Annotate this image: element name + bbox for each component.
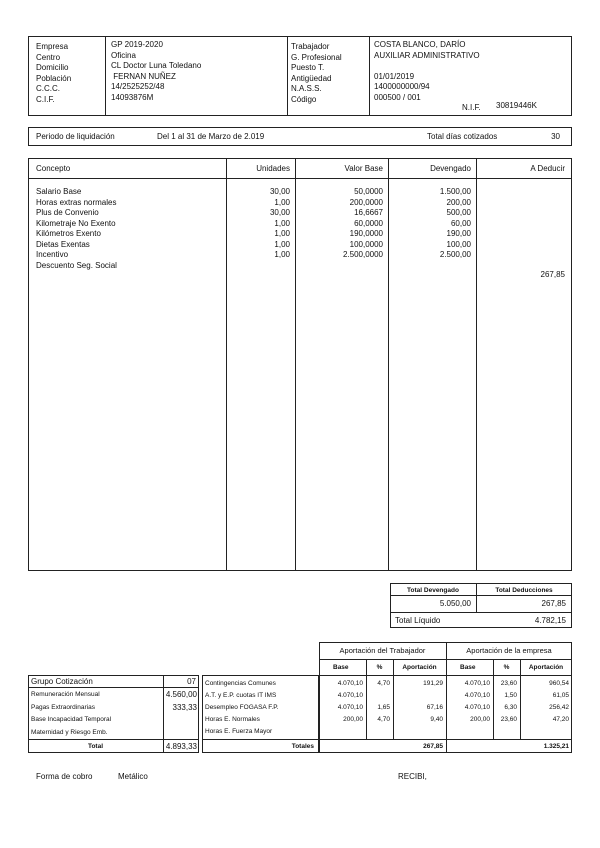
header-concepto: Concepto: [36, 164, 71, 173]
concept-devengado: [388, 187, 471, 261]
devengado-cell: 60,00: [450, 218, 471, 228]
valor-base-cell: 50,0000: [354, 187, 383, 196]
header-divider-3: [369, 36, 370, 116]
contingencia-label: A.T. y E.P. cuotas IT IMS: [205, 692, 277, 699]
unidades-cell: 1,00: [274, 250, 290, 259]
emp-aport-cell: 61,05: [552, 692, 569, 699]
aport-empresa-title: Aportación de la empresa: [466, 646, 552, 655]
value-poblacion: FERNAN NUÑEZ: [111, 71, 176, 81]
emp-pct-cell: 6,30: [504, 704, 517, 711]
value-grupo-profesional: AUXILIAR ADMINISTRATIVO: [374, 50, 480, 60]
emp-pct-cell: 23,60: [500, 680, 517, 687]
header-devengado: Devengado: [430, 164, 471, 173]
contingencia-label: Horas E. Normales: [205, 716, 260, 723]
emp-base-cell: 4.070,10: [464, 680, 490, 687]
col-divider-deducir: [476, 158, 477, 571]
contingencias-labels: [205, 678, 279, 738]
header-left-labels: [36, 42, 71, 105]
totals-divider-h2: [390, 612, 572, 613]
days-label: Total días cotizados: [427, 132, 498, 141]
period-value: Del 1 al 31 de Marzo de 2.019: [157, 132, 265, 141]
value-trabajador: COSTA BLANCO, DARÍO: [374, 40, 466, 49]
trab-aport-cell: 191,29: [423, 680, 443, 687]
trab-pct-cell: 4,70: [377, 680, 390, 687]
value-ccc: 14/2525252/48: [111, 82, 165, 91]
aport-trabajador-title: Aportación del Trabajador: [339, 646, 426, 655]
emp-aport-col: [520, 678, 569, 726]
value-antiguedad: 01/01/2019: [374, 71, 415, 81]
emp-pct-col: [493, 678, 517, 726]
emp-base-cell: 4.070,10: [464, 704, 490, 711]
nif-label: N.I.F.: [462, 103, 481, 112]
header-right-labels: [291, 42, 342, 105]
contingencias-total-line: [202, 739, 319, 740]
value-puesto: [374, 61, 480, 72]
recibi-label: RECIBI,: [398, 772, 427, 781]
cot-left-label: Maternidad y Riesgo Emb.: [31, 728, 108, 736]
nif-value: 30819446K: [496, 101, 537, 110]
concept-name: Horas extras normales: [36, 197, 117, 207]
trab-base-cell: 4.070,10: [337, 704, 363, 711]
emp-base-cell: 4.070,10: [464, 692, 490, 699]
cot-left-value: 4.560,00: [165, 690, 197, 699]
emp-total: 1.325,21: [543, 743, 569, 750]
header-divider-1: [105, 36, 106, 116]
forma-cobro-label: Forma de cobro: [36, 772, 93, 781]
subheader-e-pct: %: [503, 664, 510, 671]
grupo-cotizacion-label: Grupo Cotización: [31, 677, 93, 686]
trab-pct-cell: 1,65: [377, 704, 390, 711]
concept-name: Plus de Convenio: [36, 208, 99, 217]
total-devengado-label: Total Devengado: [407, 587, 459, 594]
trab-pct-cell: [366, 690, 390, 702]
subheader-e-base: Base: [460, 664, 476, 671]
label-cif: C.I.F.: [36, 94, 55, 104]
valor-base-cell: 190,0000: [349, 229, 383, 238]
concept-valor-base: [295, 187, 383, 261]
devengado-cell: 200,00: [446, 197, 471, 207]
valor-base-cell: 2.500,0000: [342, 250, 383, 259]
value-cif: 14093876M: [111, 92, 154, 102]
devengado-cell: 190,00: [446, 229, 471, 238]
cot-left-label: Pagas Extraordinarias: [31, 703, 95, 711]
concept-unidades: [226, 187, 290, 261]
subheader-t-base: Base: [333, 664, 349, 671]
trab-aport-cell: 9,40: [430, 716, 443, 723]
devengado-cell: 500,00: [446, 208, 471, 217]
valor-base-cell: 200,0000: [349, 197, 383, 207]
forma-cobro-value: Metálico: [118, 772, 148, 781]
label-nass: N.A.S.S.: [291, 84, 322, 93]
valor-base-cell: 100,0000: [349, 239, 383, 249]
unidades-cell: 1,00: [274, 239, 290, 249]
header-a-deducir: A Deducir: [530, 164, 565, 173]
label-trabajador: Trabajador: [291, 42, 330, 51]
value-domicilio: CL Doctor Luna Toledano: [111, 61, 202, 70]
value-centro: Oficina: [111, 50, 136, 60]
trab-pct-cell: 4,70: [377, 716, 390, 723]
total-deducciones-value: 267,85: [541, 599, 566, 608]
cot-left-values: [163, 689, 197, 714]
cot-left-label: Base Incapacidad Temporal: [31, 716, 112, 723]
total-deducciones-label: Total Deducciones: [495, 587, 553, 594]
cot-left-total-line: [28, 739, 199, 740]
concept-name: Descuento Seg. Social: [36, 260, 117, 270]
label-codigo: Código: [291, 94, 317, 104]
emp-pct-cell: 23,60: [500, 716, 517, 723]
cot-left-labels: [31, 689, 111, 739]
trab-pct-col: [366, 678, 390, 726]
label-empresa: Empresa: [36, 42, 69, 51]
devengado-cell: 1.500,00: [439, 187, 471, 196]
cot-left-header-line: [28, 687, 199, 688]
grupo-cotizacion-value: 07: [187, 677, 196, 686]
cot-left-label: Remuneración Mensual: [31, 691, 100, 698]
unidades-cell: 1,00: [274, 197, 290, 207]
label-grupo-profesional: G. Profesional: [291, 52, 342, 62]
trab-base-cell: 200,00: [343, 716, 363, 723]
days-value: 30: [551, 132, 560, 141]
total-liquido-label: Total Líquido: [395, 616, 441, 625]
trab-base-col: [319, 678, 363, 726]
cot-left-value: 333,33: [172, 702, 197, 712]
concept-name: Incentivo: [36, 250, 69, 259]
concepts-header-line: [28, 178, 572, 179]
contingencia-label: Desempleo FOGASA F.P.: [205, 704, 279, 711]
concept-names: [36, 187, 117, 271]
unidades-cell: 30,00: [269, 187, 290, 196]
value-empresa: GP 2019-2020: [111, 40, 163, 49]
valor-base-cell: 60,0000: [354, 218, 383, 228]
emp-aport-cell: 256,42: [549, 704, 569, 711]
header-left-values: [111, 40, 201, 103]
total-devengado-value: 5.050,00: [439, 599, 471, 608]
devengado-cell: 100,00: [446, 239, 471, 249]
header-unidades: Unidades: [256, 164, 290, 173]
emp-aport-cell: 960,54: [549, 680, 569, 687]
contingencia-label: Horas E. Fuerza Mayor: [205, 728, 273, 735]
trab-total: 267,85: [423, 743, 443, 750]
total-liquido-value: 4.782,15: [534, 616, 566, 625]
concept-name: Kilómetros Exento: [36, 229, 101, 238]
unidades-cell: 1,00: [274, 229, 290, 238]
label-ccc: C.C.C.: [36, 84, 60, 93]
trab-base-cell: 4.070,10: [337, 692, 363, 699]
totales-label: Totales: [291, 743, 314, 750]
cot-left-total-label: Total: [87, 743, 104, 750]
value-codigo: 000500 / 001: [374, 92, 421, 102]
label-domicilio: Domicilio: [36, 63, 69, 72]
header-divider-2: [287, 36, 288, 116]
a-deducir-cell: 267,85: [540, 270, 565, 279]
emp-base-cell: 200,00: [470, 716, 490, 723]
emp-pct-cell: 1,50: [504, 692, 517, 699]
devengado-cell: 2.500,00: [439, 250, 471, 259]
header-right-values: [374, 40, 480, 103]
label-puesto: Puesto T.: [291, 63, 325, 72]
subheader-e-aport: Aportación: [528, 664, 564, 671]
emp-base-col: [446, 678, 490, 726]
trab-base-cell: 4.070,10: [337, 680, 363, 687]
concept-name: Salario Base: [36, 187, 82, 196]
trab-aport-col: [393, 678, 443, 726]
label-centro: Centro: [36, 52, 61, 62]
concept-name: Kilometraje No Exento: [36, 218, 116, 228]
unidades-cell: 1,00: [274, 218, 290, 228]
concept-name: Dietas Exentas: [36, 239, 90, 249]
subheader-t-pct: %: [376, 664, 383, 671]
valor-base-cell: 16,6667: [354, 208, 383, 217]
unidades-cell: 30,00: [269, 208, 290, 217]
label-poblacion: Población: [36, 73, 72, 83]
cot-left-total-value: 4.893,33: [165, 742, 197, 751]
label-antiguedad: Antigüedad: [291, 73, 332, 83]
period-label: Periodo de liquidación: [36, 132, 115, 141]
trab-aport-cell: [393, 690, 443, 702]
trab-aport-cell: 67,16: [426, 704, 443, 711]
contingencia-label: Contingencias Comunes: [205, 680, 276, 687]
subheader-t-aport: Aportación: [402, 664, 437, 671]
value-nass: 1400000000/94: [374, 82, 430, 91]
header-valor-base: Valor Base: [344, 164, 383, 173]
emp-aport-cell: 47,20: [552, 716, 569, 723]
